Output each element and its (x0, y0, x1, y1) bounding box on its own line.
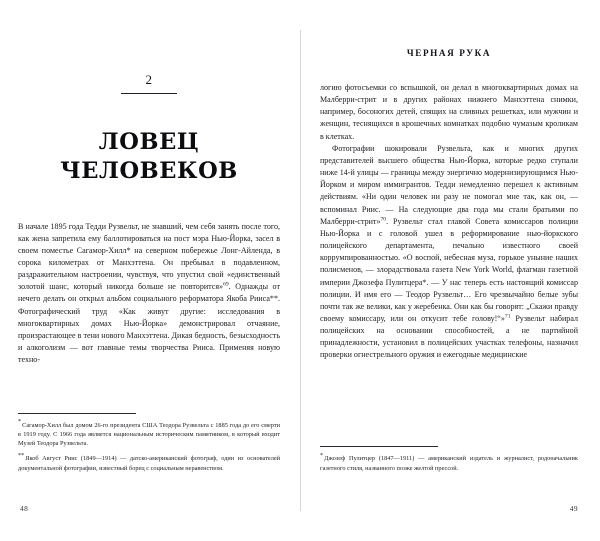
chapter-title-line-2: ЧЕЛОВЕКОВ (60, 158, 238, 185)
chapter-title-line-1: ЛОВЕЦ (98, 129, 200, 155)
chapter-title (18, 128, 280, 187)
chapter-divider-rule (121, 93, 177, 94)
paragraph: логию фотосъемки со вспышкой, он делал в многоквартирных домах на Малберри-стрит и в других районах нижнего Манхэттена снимки, например, босоногих детей, спящих на сливных решетках, или мужчин и женщин, теснящихся в крошечных комнатках подобно чумазым кроликам в клетках. (320, 83, 578, 141)
endnote-reference: 71 (504, 313, 511, 320)
right-page (300, 0, 600, 541)
left-page-footnotes (18, 413, 280, 473)
paragraph-text-part-1: Фотографии шокировали Рузвельта, как и многих других представителей высшего общества Нью-Йорка, которые редко ступали ниже 14-й улицы — границы между энергично модернизирующимся Нью-Йорком и миром иммигрантов. Тедди немедленно перешел к активным действиям. «Ни один человек ни разу не помогал мне так, как он, — вспоминал Риис. — На следующие два года мы стали братьями по Малберри-стрит» (320, 143, 578, 226)
paragraph-text-part-2: . Рузвельт стал главой Совета комиссаров полиции Нью-Йорка и с головой ушел в реформирование нью-йоркского полицейского департамента, печально известного своей коррумпированностью. «О воспой, небесная муза, горькое уныние наших полисменов, — злорадствовала газета New York World, флагман газетной империи Джозефа Пулитцера*. — У нас теперь есть настоящий комиссар полиции. И имя его — Теодор Рузвельт… Его чрезвычайно белые зубы почти так же велики, как у жеребенка. Они как бы говорят: „Скажи правду своему комиссару, или он откусит тебе голову!“» (320, 216, 578, 323)
page-number-right: 49 (569, 504, 578, 513)
footnote-marker: * (320, 452, 324, 460)
endnote-reference: 70 (380, 216, 387, 223)
footnote-marker: * (18, 418, 22, 426)
paragraph-text-part-2: . Однажды от нечего делать он открыл альбом социального реформатора Якоба Рииса**. Фотографический труд «Как живут другие: исследования в многоквартирных домах Нью-Йорка» демонстрировал отчаяние, произрастающее в тени нового Манхэттена. Дикая бедность, безысходность и алкоголизм — вот главные темы творчества Рииса. Применяя новую техно- (18, 282, 280, 365)
endnote-reference: 69 (223, 281, 229, 288)
paragraph-text-part-3: Рузвельт набирал полицейских на основании способностей, а не партийной принадлежности, установил в полицейских участках телефоны, назначил проверки огнестрельного оружия и ежегодные медицинские (320, 313, 578, 360)
paragraph (18, 221, 280, 367)
right-page-footnotes (320, 446, 578, 473)
footnote-separator-rule (18, 413, 136, 414)
running-header: ЧЕРНАЯ РУКА (406, 48, 492, 58)
paragraph-text-part-1: В начале 1895 года Тедди Рузвельт, не знавший, чем себя занять после того, как жена запретила ему баллотироваться на пост мэра Нью-Йорка, засел в своем поместье Сагамор-Хилл* на северном побережье Лонг-Айленда, в сорока километрах от Манхэттена. Он пребывал в подавленном, раздражительном настроении, чувствуя, что упустил свой «единственный золотой шанс, который никогда больше не повторится» (18, 221, 280, 292)
footnote-item (18, 454, 280, 473)
footnote-text: Якоб Август Риис (1849—1914) — датско-американский фотограф, один из основателей документальной фотографии, известный борец с социальным неравенством. (18, 455, 280, 472)
footnote-text: Джозеф Пулитцер (1847—1911) — американский издатель и журналист, родоначальник газетного стиля, названного позже желтой прессой. (320, 455, 578, 472)
page-number-left: 48 (20, 504, 29, 513)
chapter-number: 2 (145, 72, 153, 87)
right-page-body (320, 82, 578, 362)
footnote-marker: ** (18, 452, 25, 460)
footnote-item (18, 418, 280, 449)
footnote-item (320, 454, 578, 473)
footnote-text: Сагамор-Хилл был домом 26-го президента США Теодора Рузвельта с 1885 года до его смерти в 1919 году. С 1966 года является национальным историческим памятником, в который входит Музей Теодора Рузвельта. (18, 421, 280, 448)
paragraph (320, 143, 578, 362)
footnote-separator-rule (320, 446, 438, 447)
left-page-body (18, 221, 280, 367)
